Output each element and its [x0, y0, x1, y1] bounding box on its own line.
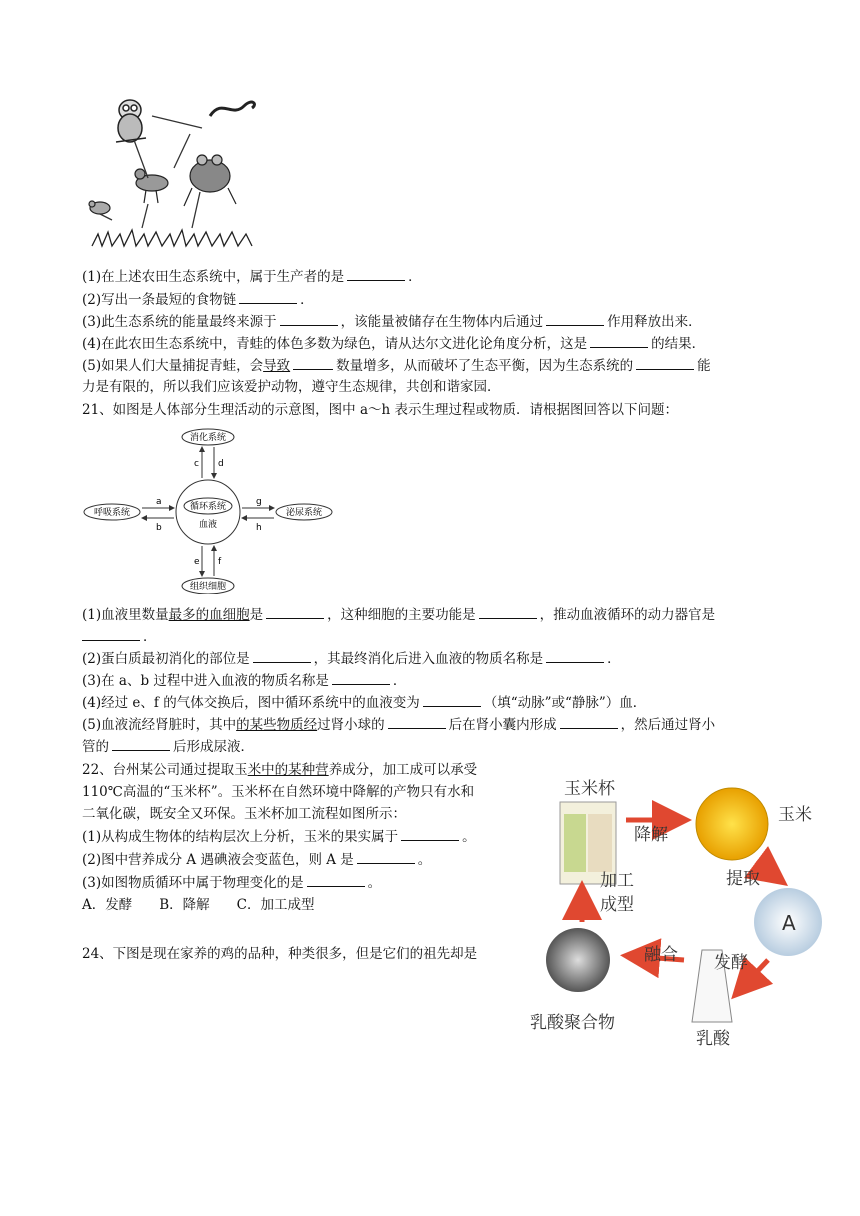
blood-label: 血液	[198, 520, 218, 530]
q21-question-5: (5)血液流经肾脏时，其中的某些物质经过肾小球的 后在肾小囊内形成 ，然后通过肾小	[82, 714, 715, 735]
answer-blank[interactable]	[280, 311, 338, 326]
answer-blank[interactable]	[307, 872, 365, 887]
q21-question-4: (4)经过 e、f 的气体交换后，图中循环系统中的血液变为 （填“动脉”或“静脉”）血．	[82, 692, 646, 713]
answer-blank[interactable]	[293, 355, 333, 370]
q24-title: 24、下图是现在家养的鸡的品种，种类很多，但是它们的祖先却是	[82, 946, 478, 962]
polymer-label: 乳酸聚合物	[530, 1013, 615, 1033]
answer-blank[interactable]	[82, 626, 140, 641]
ferment-label: 发酵	[714, 953, 748, 973]
q22-intro-1: 22、台州某公司通过提取玉米中的某种营养成分，加工成可以承受	[82, 762, 478, 778]
answer-blank[interactable]	[636, 355, 694, 370]
q21-question-2: (2)蛋白质最初消化的部位是 ，其最终消化后进入血液的物质名称是 ．	[82, 648, 621, 669]
q20-question-4: (4)在此农田生态系统中，青蛙的体色多数为绿色，请从达尔文进化论角度分析，这是 的结果．	[82, 333, 705, 354]
q21-question-5-cont: 管的 后形成尿液．	[82, 736, 254, 757]
fuse-label: 融合	[644, 945, 678, 965]
extract-label: 提取	[726, 869, 760, 889]
svg-text:c: c	[194, 459, 199, 469]
circulatory-label: 循环系统	[189, 502, 227, 512]
q22-intro-2: 110℃高温的“玉米杯”。玉米杯在自然环境中降解的产物只有水和	[82, 784, 475, 800]
q22-options: A．发酵 B．降解 C．加工成型	[82, 897, 315, 913]
svg-text:d: d	[218, 459, 224, 469]
corn-cup-cycle-diagram	[530, 772, 830, 1052]
svg-text:a: a	[156, 497, 162, 507]
svg-text:f: f	[218, 557, 222, 567]
digestive-label: 消化系统	[189, 433, 227, 443]
svg-text:b: b	[156, 523, 162, 533]
process-label-1: 加工	[600, 871, 634, 891]
answer-blank[interactable]	[590, 333, 648, 348]
respiratory-label: 呼吸系统	[93, 508, 131, 518]
answer-blank[interactable]	[388, 714, 446, 729]
q20-question-2: (2)写出一条最短的食物链 ．	[82, 289, 314, 310]
degrade-label: 降解	[634, 825, 668, 845]
svg-text:e: e	[194, 557, 200, 567]
answer-blank[interactable]	[479, 604, 537, 619]
answer-blank[interactable]	[546, 648, 604, 663]
body-systems-diagram	[82, 424, 342, 594]
substance-a-label: A	[782, 911, 796, 935]
q21-question-1: (1)血液里数量最多的血细胞是 ，这种细胞的主要功能是 ，推动血液循环的动力器官是	[82, 604, 715, 625]
q22-question-3: (3)如图物质循环中属于物理变化的是 。	[82, 872, 381, 893]
answer-blank[interactable]	[239, 289, 297, 304]
answer-blank[interactable]	[332, 670, 390, 685]
svg-text:g: g	[256, 497, 262, 507]
food-web-illustration	[82, 88, 262, 253]
answer-blank[interactable]	[357, 849, 415, 864]
corn-label: 玉米	[778, 805, 812, 825]
process-label-2: 成型	[600, 895, 634, 915]
urinary-label: 泌尿系统	[285, 508, 323, 518]
q20-question-5-cont: 力是有限的，所以我们应该爱护动物，遵守生态规律，共创和谐家园．	[82, 379, 501, 395]
q20-question-5: (5)如果人们大量捕捉青蛙，会导致 数量增多，从而破坏了生态平衡，因为生态系统的 能	[82, 355, 711, 376]
q22-question-1: (1)从构成生物体的结构层次上分析，玉米的果实属于 。	[82, 826, 476, 847]
corn-cup-label: 玉米杯	[564, 779, 615, 799]
q22-intro-3: 二氧化碳，既安全又环保。玉米杯加工流程如图所示：	[82, 806, 406, 822]
lactic-acid-label: 乳酸	[696, 1029, 730, 1049]
answer-blank[interactable]	[266, 604, 324, 619]
q20-question-1: (1)在上述农田生态系统中，属于生产者的是 ．	[82, 266, 422, 287]
polymer-icon	[546, 928, 610, 992]
answer-blank[interactable]	[253, 648, 311, 663]
tissue-label: 组织细胞	[189, 582, 227, 592]
answer-blank[interactable]	[560, 714, 618, 729]
grass-icon	[92, 230, 252, 246]
answer-blank[interactable]	[423, 692, 481, 707]
mouse-icon	[89, 201, 110, 214]
answer-blank[interactable]	[546, 311, 604, 326]
q20-question-3: (3)此生态系统的能量最终来源于 ，该能量被储存在生物体内后通过 作用释放出来．	[82, 311, 702, 332]
snake-icon	[210, 102, 254, 116]
corn-icon	[696, 788, 768, 860]
q21-title: 21、如图是人体部分生理活动的示意图，图中 a～h 表示生理过程或物质．请根据图回答以下问题：	[82, 402, 679, 418]
answer-blank[interactable]	[347, 266, 405, 281]
svg-text:h: h	[256, 523, 262, 533]
answer-blank[interactable]	[112, 736, 170, 751]
q21-question-1-cont: ．	[82, 626, 157, 647]
bird-icon	[135, 169, 168, 203]
owl-icon	[116, 100, 146, 142]
q22-question-2: (2)图中营养成分 A 遇碘液会变蓝色，则 A 是 。	[82, 849, 431, 870]
frog-icon	[184, 155, 236, 206]
q21-question-3: (3)在 a、b 过程中进入血液的物质名称是 ．	[82, 670, 406, 691]
answer-blank[interactable]	[401, 826, 459, 841]
